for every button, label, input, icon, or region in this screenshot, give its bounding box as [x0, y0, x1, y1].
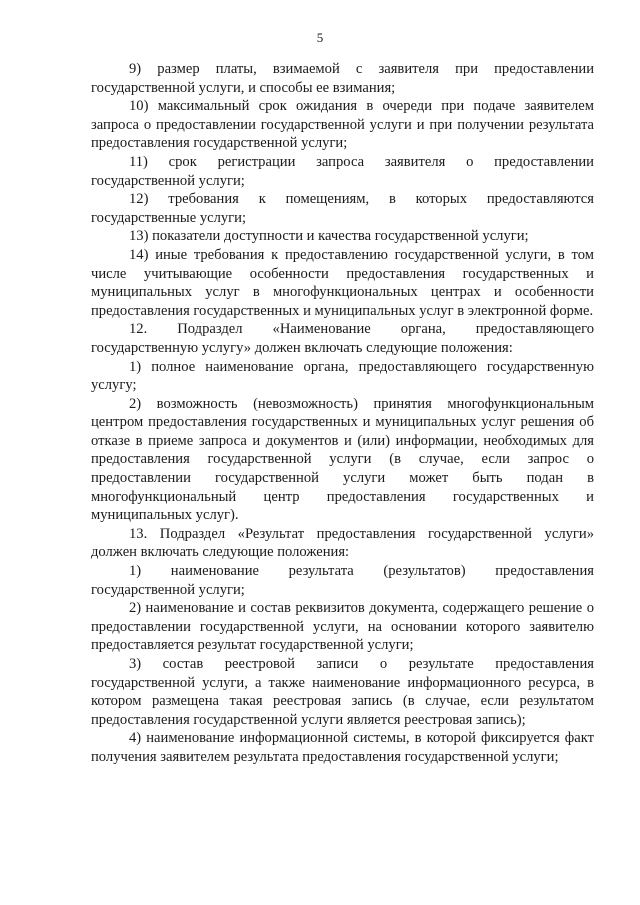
- document-body: [91, 60, 594, 767]
- paragraph-item-10: 10) максимальный срок ожидания в очереди при подаче заявителем запроса о предоставлении государственной услуги и при получении результата предоставления государственной услуги;: [91, 98, 594, 152]
- section-12-item-2: 2) возможность (невозможность) принятия многофункциональным центром предоставления государственных и муниципальных услуг решения об отказе в приеме запроса и документов и (или) информации, необходимых для предоставления государственной услуги (в случае, если запрос о предоставлении государственной услуги может быть подан в многофункциональный центр предоставления государственных и муниципальных услуг).: [91, 395, 594, 524]
- section-13-heading: 13. Подраздел «Результат предоставления государственной услуги» должен включать следующие положения:: [91, 525, 594, 561]
- section-12-heading: 12. Подраздел «Наименование органа, предоставляющего государственную услугу» должен включать следующие положения:: [91, 321, 594, 356]
- section-12-item-1: 1) полное наименование органа, предоставляющего государственную услугу;: [91, 358, 594, 394]
- paragraph-item-13: 13) показатели доступности и качества государственной услуги;: [129, 228, 529, 245]
- paragraph-item-14: 14) иные требования к предоставлению государственной услуги, в том числе учитывающие особенности предоставления государственных и муниципальных услуг в многофункциональных центрах и особенности предоставления государственных и муниципальных услуг в электронной форме.: [91, 246, 594, 319]
- page-number: 5: [316, 30, 324, 45]
- paragraph-item-11: 11) срок регистрации запроса заявителя о предоставлении государственной услуги;: [91, 153, 594, 189]
- paragraph-item-9: 9) размер платы, взимаемой с заявителя при предоставлении государственной услуги, и способы ее взимания;: [91, 61, 594, 96]
- section-13-item-3: 3) состав реестровой записи о результате предоставления государственной услуги, а также наименование информационного ресурса, в котором размещена такая реестровая запись (в случае, если результатом предоставления государственной услуги является реестровая запись);: [91, 656, 594, 728]
- section-13-item-4: 4) наименование информационной системы, в которой фиксируется факт получения заявителем результата предоставления государственной услуги;: [91, 730, 594, 765]
- section-13-item-1: 1) наименование результата (результатов) предоставления государственной услуги;: [91, 563, 594, 598]
- section-13-item-2: 2) наименование и состав реквизитов документа, содержащего решение о предоставлении государственной услуги, на основании которого заявителю предоставляется результат государственной услуги;: [91, 600, 594, 654]
- paragraph-item-12: 12) требования к помещениям, в которых предоставляются государственные услуги;: [91, 191, 594, 226]
